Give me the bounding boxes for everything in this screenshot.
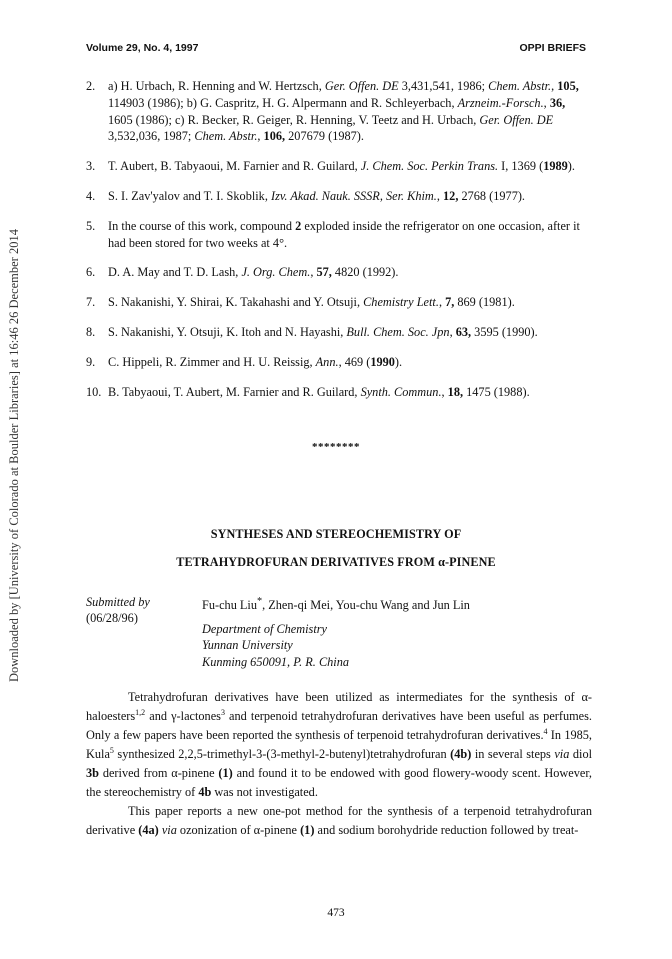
article-body bbox=[86, 688, 592, 840]
reference-number: 4. bbox=[86, 188, 96, 203]
reference-text: B. Tabyaoui, T. Aubert, M. Farnier and R. Guilard, Synth. Commun., 18, 1475 (1988). bbox=[108, 384, 530, 399]
reference-number: 9. bbox=[86, 354, 96, 369]
references-list bbox=[86, 78, 592, 413]
reference-item bbox=[86, 324, 592, 341]
body-paragraph-1: Tetrahydrofuran derivatives have been utilized as intermediates for the synthesis of α-haloesters$^{1,2}$ and γ-lactones$^3$ and terpenoid tetrahydrofuran derivatives have been useful as perfumes. Only a few papers have been reported the synthesis of terpenoid tetrahydrofuran derivatives.$^4$ In 1985, Kula$^5$ synthesized 2,2,5-trimethyl-3-(3-methyl-2-butenyl)tetrahydrofuran (4b) in several steps via diol 3b derived from α-pinene (1) and found it to be endowed with good flowery-woody scent. However, the stereochemistry of 4b was not investigated. bbox=[86, 690, 593, 799]
reference-text: a) H. Urbach, R. Henning and W. Hertzsch, Ger. Offen. DE 3,431,541, 1986; Chem. Abstr., 105, 114903 (1986); b) G. Caspritz, H. G. Alpermann and R. Schleyerbach, Arzneim.-Forsch., 36, 1605 (1986); c) R. Becker, R. Geiger, R. Henning, V. Teetz and H. Urbach, Ger. Offen. DE 3,532,036, 1987; Chem. Abstr., 106, 207679 (1987). bbox=[108, 79, 579, 144]
affiliation-address: Kunming 650091, P. R. China bbox=[202, 654, 350, 669]
reference-text: C. Hippeli, R. Zimmer and H. U. Reissig, Ann., 469 (1990). bbox=[108, 354, 403, 369]
affiliation-university: Yunnan University bbox=[202, 638, 293, 653]
reference-number: 10. bbox=[86, 384, 102, 399]
reference-text: S. I. Zav'yalov and T. I. Skoblik, Izv. Akad. Nauk. SSSR, Ser. Khim., 12, 2768 (1977). bbox=[108, 188, 526, 203]
authors: Fu-chu Liu*, Zhen-qi Mei, You-chu Wang and Jun Lin bbox=[202, 596, 470, 613]
reference-item bbox=[86, 218, 592, 252]
reference-item bbox=[86, 188, 592, 205]
section-separator: ******** bbox=[312, 441, 360, 453]
reference-number: 8. bbox=[86, 324, 96, 339]
submission-info bbox=[86, 594, 150, 626]
article-title-line-2: TETRAHYDROFURAN DERIVATIVES FROM α-PINENE bbox=[176, 555, 496, 569]
article-title-line-1: SYNTHESES AND STEREOCHEMISTRY OF bbox=[210, 527, 462, 541]
reference-item bbox=[86, 384, 592, 401]
reference-item bbox=[86, 158, 592, 175]
submitted-label: Submitted by bbox=[86, 595, 150, 609]
header-section: OPPI BRIEFS bbox=[519, 42, 586, 54]
reference-text: T. Aubert, B. Tabyaoui, M. Farnier and R. Guilard, J. Chem. Soc. Perkin Trans. I, 1369 (1989). bbox=[108, 159, 575, 174]
affiliation bbox=[202, 621, 349, 670]
page-number: 473 bbox=[327, 907, 345, 919]
download-watermark bbox=[2, 190, 26, 720]
reference-text: S. Nakanishi, Y. Otsuji, K. Itoh and N. Hayashi, Bull. Chem. Soc. Jpn, 63, 3595 (1990). bbox=[108, 324, 538, 339]
reference-item bbox=[86, 78, 592, 145]
reference-item bbox=[86, 294, 592, 311]
reference-text: S. Nakanishi, Y. Shirai, K. Takahashi and Y. Otsuji, Chemistry Lett., 7, 869 (1981). bbox=[108, 295, 515, 310]
affiliation-department: Department of Chemistry bbox=[202, 622, 328, 636]
reference-text: In the course of this work, compound 2 exploded inside the refrigerator on one occasion, after it had been stored for two weeks at 4°. bbox=[108, 218, 580, 250]
body-paragraph-2: This paper reports a new one-pot method for the synthesis of a terpenoid tetrahydrofuran derivative (4a) via ozonization of α-pinene (1) and sodium borohydride reduction followed by treat- bbox=[86, 804, 592, 837]
reference-item bbox=[86, 264, 592, 281]
reference-number: 3. bbox=[86, 159, 96, 174]
reference-number: 2. bbox=[86, 79, 96, 93]
reference-text: D. A. May and T. D. Lash, J. Org. Chem., 57, 4820 (1992). bbox=[108, 265, 399, 280]
reference-number: 7. bbox=[86, 295, 96, 310]
reference-number: 5. bbox=[86, 218, 96, 233]
submitted-date: (06/28/96) bbox=[86, 611, 138, 625]
download-watermark-text: Downloaded by [University of Colorado at Boulder Libraries] at 16:46 26 December 2014 bbox=[6, 228, 21, 682]
header-volume: Volume 29, No. 4, 1997 bbox=[86, 42, 199, 54]
reference-item bbox=[86, 354, 592, 371]
reference-number: 6. bbox=[86, 265, 96, 280]
